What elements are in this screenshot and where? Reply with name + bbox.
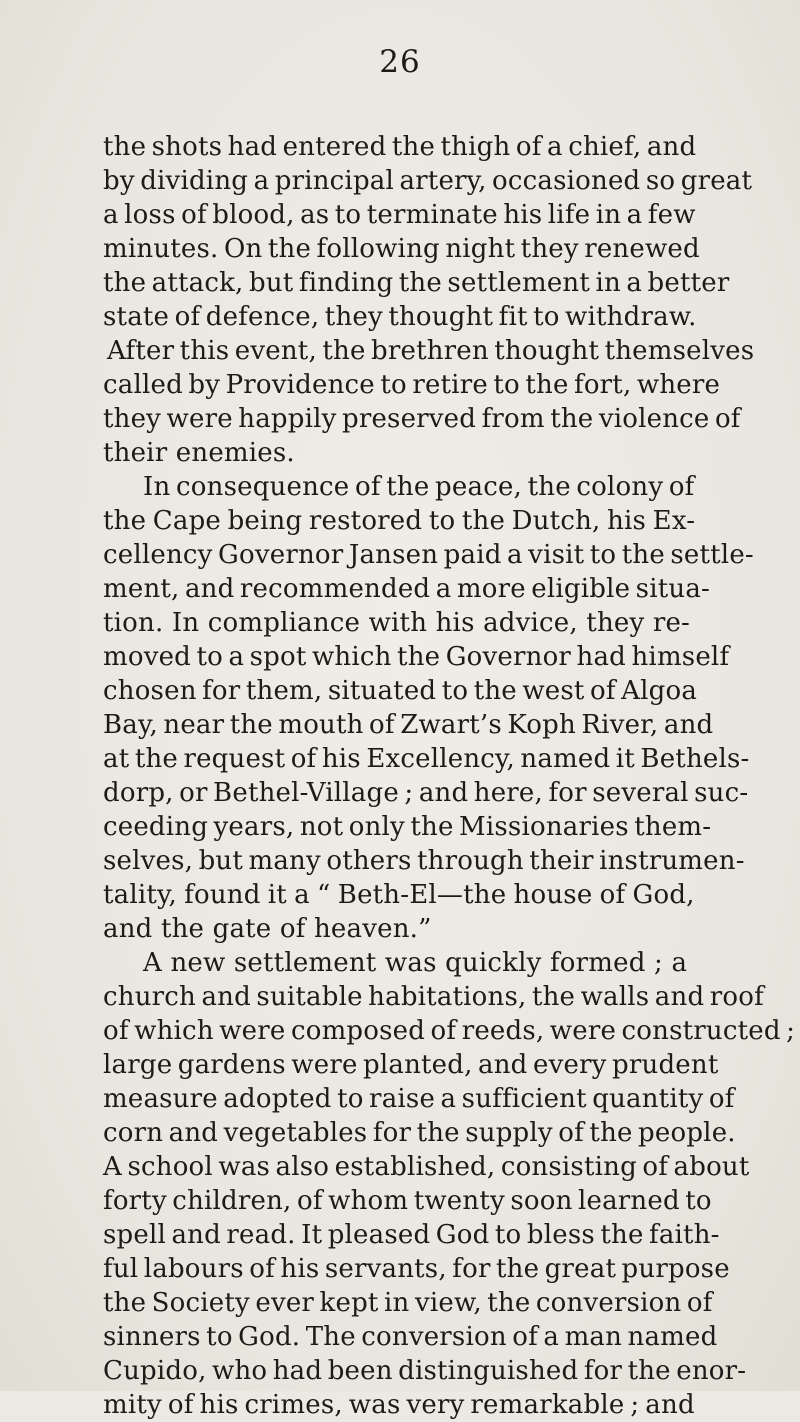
text-line: ceeding years, not only the Missionaries them- [103,812,712,842]
text-line: Bay, near the mouth of Zwart’s Koph River, and [103,710,714,740]
text-line: spell and read. It pleased God to bless the faith- [103,1220,720,1250]
text-line: church and suitable habitations, the walls and roof [103,982,764,1012]
text-line: mity of his crimes, was very remarkable ; and [103,1390,695,1420]
text-line: ment, and recommended a more eligible situa- [103,574,711,604]
text-line: selves, but many others through their instrumen- [103,846,745,876]
text-line: state of defence, they thought fit to withdraw. [103,302,697,332]
text-line: of which were composed of reeds, were constructed ; [103,1016,796,1046]
text-line: chosen for them, situated to the west of Algoa [103,676,698,706]
text-line: they were happily preserved from the violence of [103,404,741,434]
text-line: A new settlement was quickly formed ; a [143,948,688,978]
page-number: 26 [379,44,421,80]
text-line: the Society ever kept in view, the conversion of [103,1288,713,1318]
text-line: by dividing a principal artery, occasioned so great [103,166,753,196]
text-line: forty children, of whom twenty soon learned to [103,1186,712,1216]
text-line: In consequence of the peace, the colony of [143,472,695,502]
text-line: dorp, or Bethel-Village ; and here, for several suc- [103,778,749,808]
text-line: After this event, the brethren thought themselves [107,336,755,366]
text-line: tality, found it a “ Beth-El—the house of God, [103,880,695,910]
text-line: their enemies. [103,438,295,468]
text-line: the Cape being restored to the Dutch, his Ex- [103,506,696,536]
text-line: A school was also established, consisting of about [103,1152,750,1182]
text-line: the attack, but finding the settlement in a better [103,268,730,298]
text-line: and the gate of heaven.” [103,914,432,944]
text-line: moved to a spot which the Governor had himself [103,642,730,672]
text-line: ful labours of his servants, for the great purpose [103,1254,730,1284]
text-line: corn and vegetables for the supply of the people. [103,1118,736,1148]
text-line: at the request of his Excellency, named it Bethels- [103,744,750,774]
text-line: the shots had entered the thigh of a chief, and [103,132,697,162]
text-line: minutes. On the following night they renewed [103,234,700,264]
text-line: a loss of blood, as to terminate his life in a few [103,200,696,230]
text-line: tion. In compliance with his advice, they re- [103,608,691,638]
text-line: Cupido, who had been distinguished for the enor- [103,1356,747,1386]
text-line: large gardens were planted, and every prudent [103,1050,719,1080]
text-line: cellency Governor Jansen paid a visit to the settle- [103,540,754,570]
text-line: measure adopted to raise a sufficient quantity of [103,1084,735,1114]
text-line: called by Providence to retire to the fort, where [103,370,721,400]
text-line: sinners to God. The conversion of a man named [103,1322,718,1352]
